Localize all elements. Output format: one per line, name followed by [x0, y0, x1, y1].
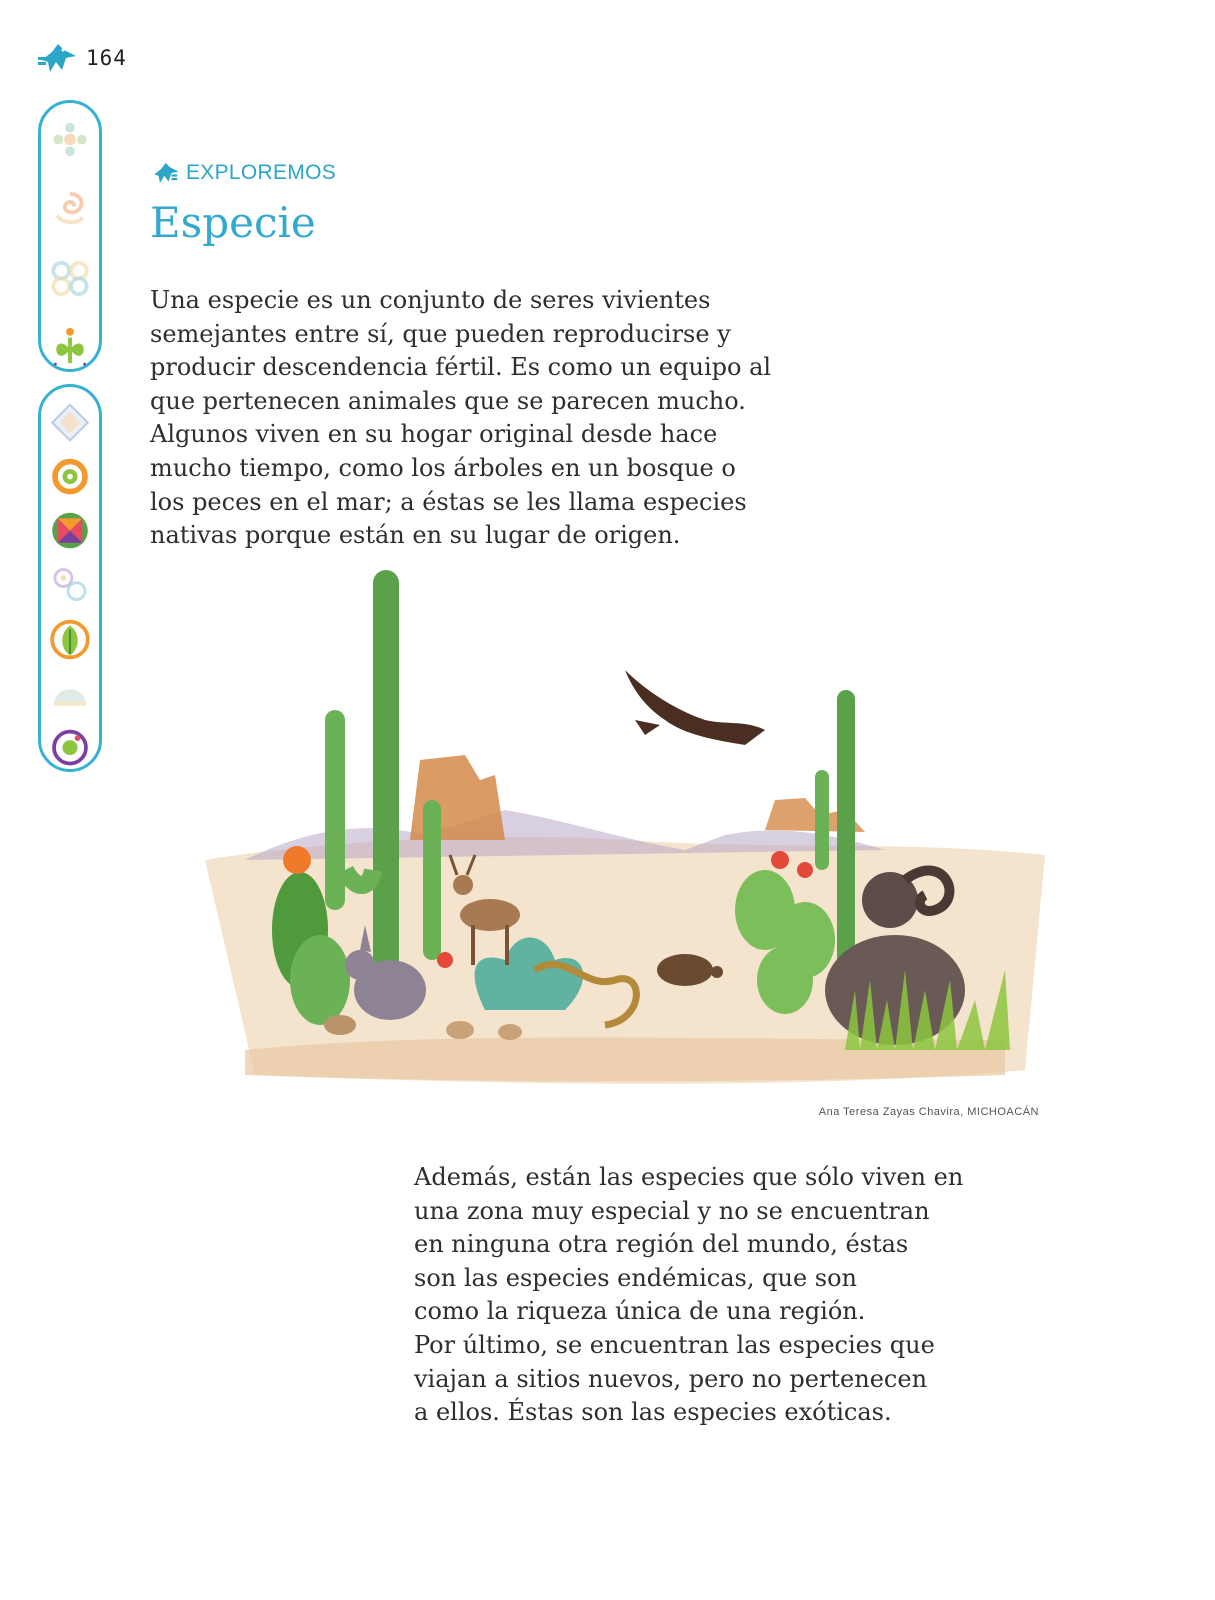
bird-icon [36, 40, 78, 76]
side-nav-top-group [38, 100, 102, 372]
intro-paragraph: Una especie es un conjunto de seres vivientes semejantes entre sí, que pueden reproducirse y producir descendencia fértil. Es como un equipo al que pertenecen animales que se parecen mucho. Algunos viven en su hogar original desde hace mucho tiempo, como los árboles en un bosque o los peces en el mar; a éstas se les llama especies nativas porque están en su lugar de origen. [150, 286, 772, 550]
hourglass-square-icon[interactable] [47, 509, 93, 552]
circles-icon[interactable] [47, 255, 93, 300]
spiral-icon[interactable] [47, 186, 93, 231]
closing-paragraph: Además, están las especies que sólo viven en una zona muy especial y no se encuentran en ninguna otra región del mundo, éstas son las especies endémicas, que son como la riqueza única de una región. Por último, se encuentran las especies que viajan a sitios nuevos, pero no pertenecen a ellos. Éstas son las especies exóticas. [414, 1163, 964, 1427]
leaf-icon[interactable] [47, 618, 93, 661]
page-title: Especie [150, 198, 316, 247]
flower-icon[interactable] [47, 117, 93, 162]
person-plant-icon[interactable] [47, 324, 93, 369]
page-number: 164 [86, 46, 127, 70]
section-label-text: EXPLOREMOS [186, 161, 337, 184]
mound-icon[interactable] [47, 672, 93, 715]
side-nav-bottom-group [38, 384, 102, 772]
desert-illustration [205, 570, 1045, 1110]
page-header [36, 38, 127, 78]
linked-rings-icon[interactable] [47, 563, 93, 606]
section-label [150, 160, 336, 186]
diamond-icon[interactable] [47, 401, 93, 444]
bird-icon [150, 160, 180, 186]
orange-ring-icon[interactable] [47, 455, 93, 498]
purple-circle-icon[interactable] [47, 726, 93, 769]
illustration-credit: Ana Teresa Zayas Chavira, MICHOACÁN [818, 1106, 1039, 1118]
